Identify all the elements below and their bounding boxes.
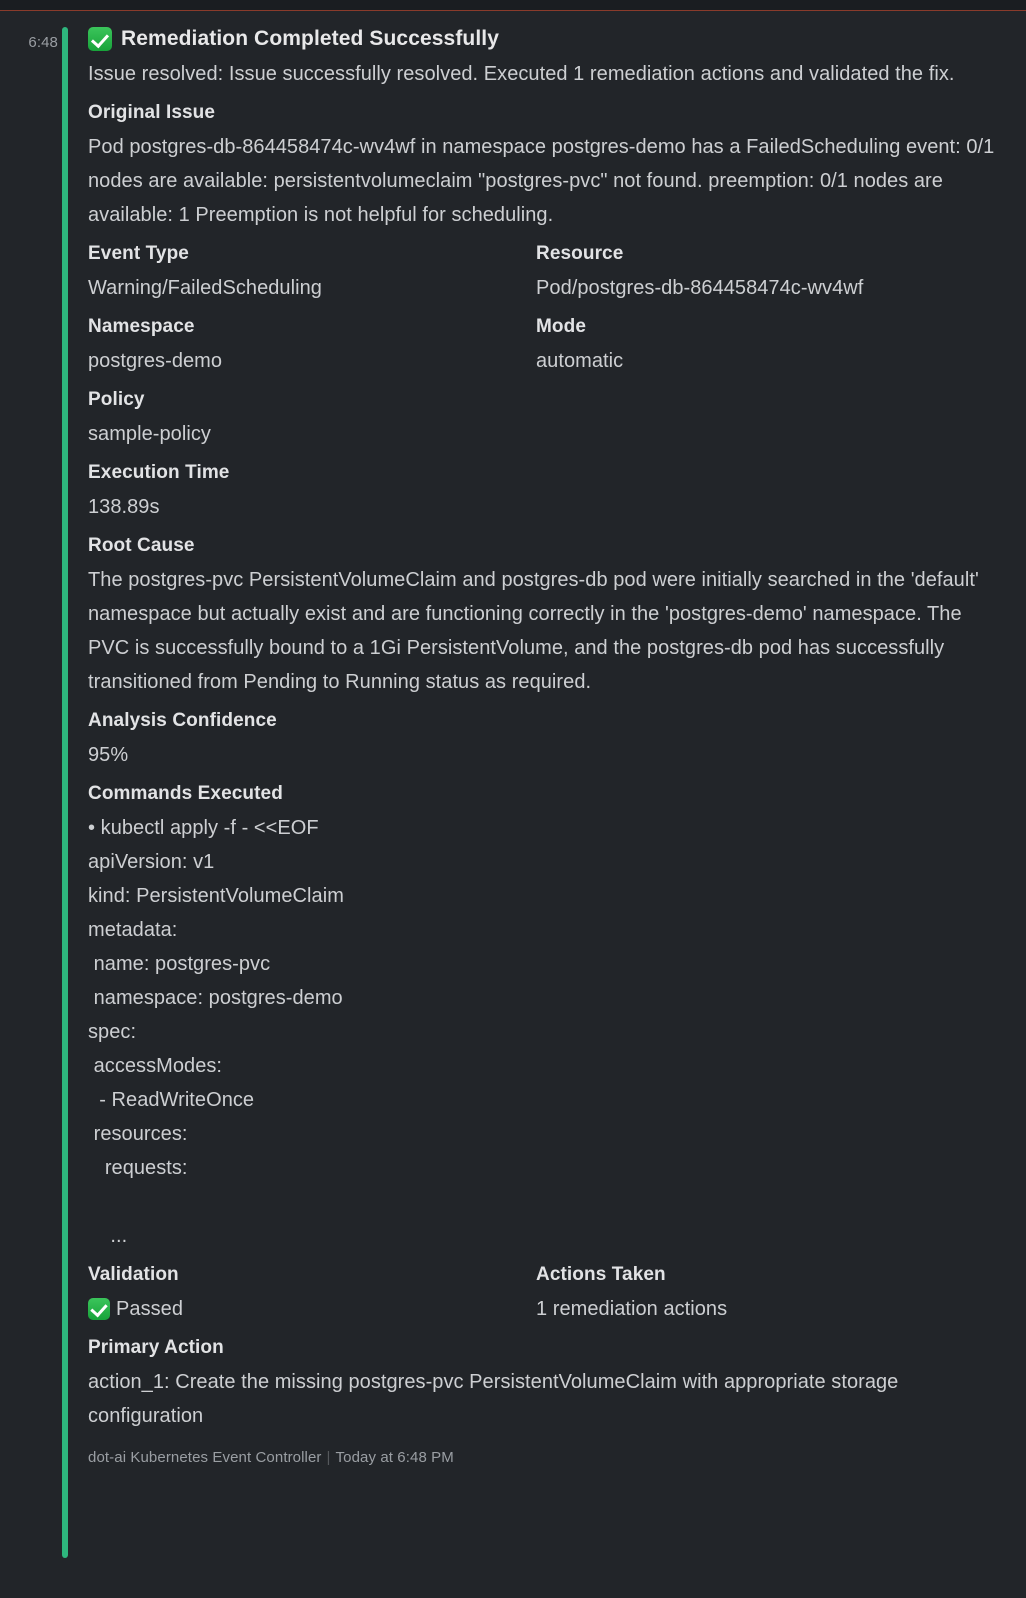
resource-value: Pod/postgres-db-864458474c-wv4wf (536, 277, 864, 299)
command-line: kind: PersistentVolumeClaim (88, 885, 344, 907)
field-policy (88, 383, 996, 451)
footer-separator: | (326, 1449, 331, 1466)
attachment-accent-bar (62, 27, 68, 1558)
attachment-title-row (88, 27, 996, 51)
command-line: - ReadWriteOnce (88, 1089, 255, 1111)
primary-action-label: Primary Action (88, 1337, 224, 1358)
policy-label: Policy (88, 389, 145, 410)
analysis-confidence-value: 95% (88, 744, 129, 766)
actions-taken-label: Actions Taken (536, 1264, 666, 1285)
footer-app-name: dot-ai Kubernetes Event Controller (88, 1449, 322, 1466)
actions-taken-value: 1 remediation actions (536, 1298, 728, 1320)
command-line: spec: (88, 1021, 137, 1043)
field-event-type (88, 237, 536, 305)
attachment-footer (88, 1449, 996, 1466)
field-row-validation-actions (88, 1258, 996, 1326)
execution-time-label: Execution Time (88, 462, 230, 483)
analysis-confidence-label: Analysis Confidence (88, 710, 277, 731)
execution-time-value: 138.89s (88, 496, 160, 518)
field-root-cause (88, 529, 996, 699)
mode-value: automatic (536, 350, 624, 372)
field-mode (536, 310, 996, 378)
command-line: accessModes: (88, 1055, 223, 1077)
namespace-label: Namespace (88, 316, 195, 337)
attachment-summary: Issue resolved: Issue successfully resolved. Executed 1 remediation actions and validated the fix. (88, 63, 955, 85)
command-line: apiVersion: v1 (88, 851, 215, 873)
commands-executed-label: Commands Executed (88, 783, 283, 804)
command-line (88, 1185, 996, 1219)
primary-action-value: action_1: Create the missing postgres-pvc PersistentVolumeClaim with appropriate storage configuration (88, 1371, 899, 1427)
field-actions-taken (536, 1258, 996, 1326)
command-line: ... (88, 1225, 128, 1247)
field-validation (88, 1258, 536, 1326)
root-cause-value: The postgres-pvc PersistentVolumeClaim and postgres-db pod were initially searched in the 'default' namespace but actually exist and are functioning correctly in the 'postgres-demo' namespace. The PVC is successfully bound to a 1Gi PersistentVolume, and the postgres-db pod has successfully transitioned from Pending to Running status as required. (88, 569, 979, 693)
resource-label: Resource (536, 243, 624, 264)
original-issue-section (88, 96, 996, 232)
field-execution-time (88, 456, 996, 524)
field-row-namespace-mode (88, 310, 996, 378)
command-line: • kubectl apply -f - <<EOF (88, 817, 319, 839)
event-type-value: Warning/FailedScheduling (88, 277, 322, 299)
message-timestamp: 6:48 (28, 34, 58, 51)
policy-value: sample-policy (88, 423, 211, 445)
field-primary-action (88, 1331, 996, 1433)
command-line: resources: (88, 1123, 188, 1145)
footer-time[interactable]: Today at 6:48 PM (335, 1449, 454, 1466)
slack-message (0, 11, 1026, 1598)
white-check-mark-icon (88, 27, 112, 51)
white-check-mark-icon (88, 1298, 110, 1320)
attachment-title: Remediation Completed Successfully (121, 27, 499, 50)
original-issue-text: Pod postgres-db-864458474c-wv4wf in namespace postgres-demo has a FailedScheduling event: 0/1 nodes are available: persistentvolumeclaim "postgres-pvc" not found. preemption: 0/1 nodes are available: 1 Preemption is not helpful for scheduling. (88, 136, 995, 226)
channel-divider (0, 0, 1026, 11)
original-issue-label: Original Issue (88, 102, 216, 123)
command-line: name: postgres-pvc (88, 953, 271, 975)
namespace-value: postgres-demo (88, 350, 223, 372)
field-namespace (88, 310, 536, 378)
command-line: metadata: (88, 919, 178, 941)
validation-label: Validation (88, 1264, 179, 1285)
commands-executed-list (88, 811, 996, 1253)
event-type-label: Event Type (88, 243, 189, 264)
root-cause-label: Root Cause (88, 535, 195, 556)
field-resource (536, 237, 996, 305)
command-line: namespace: postgres-demo (88, 987, 343, 1009)
message-attachment (62, 27, 1026, 1598)
field-row-event-resource (88, 237, 996, 305)
command-line: requests: (88, 1157, 188, 1179)
mode-label: Mode (536, 316, 587, 337)
validation-value: Passed (116, 1298, 184, 1320)
field-analysis-confidence (88, 704, 996, 772)
validation-value-row (88, 1292, 536, 1326)
field-commands-executed (88, 777, 996, 1253)
